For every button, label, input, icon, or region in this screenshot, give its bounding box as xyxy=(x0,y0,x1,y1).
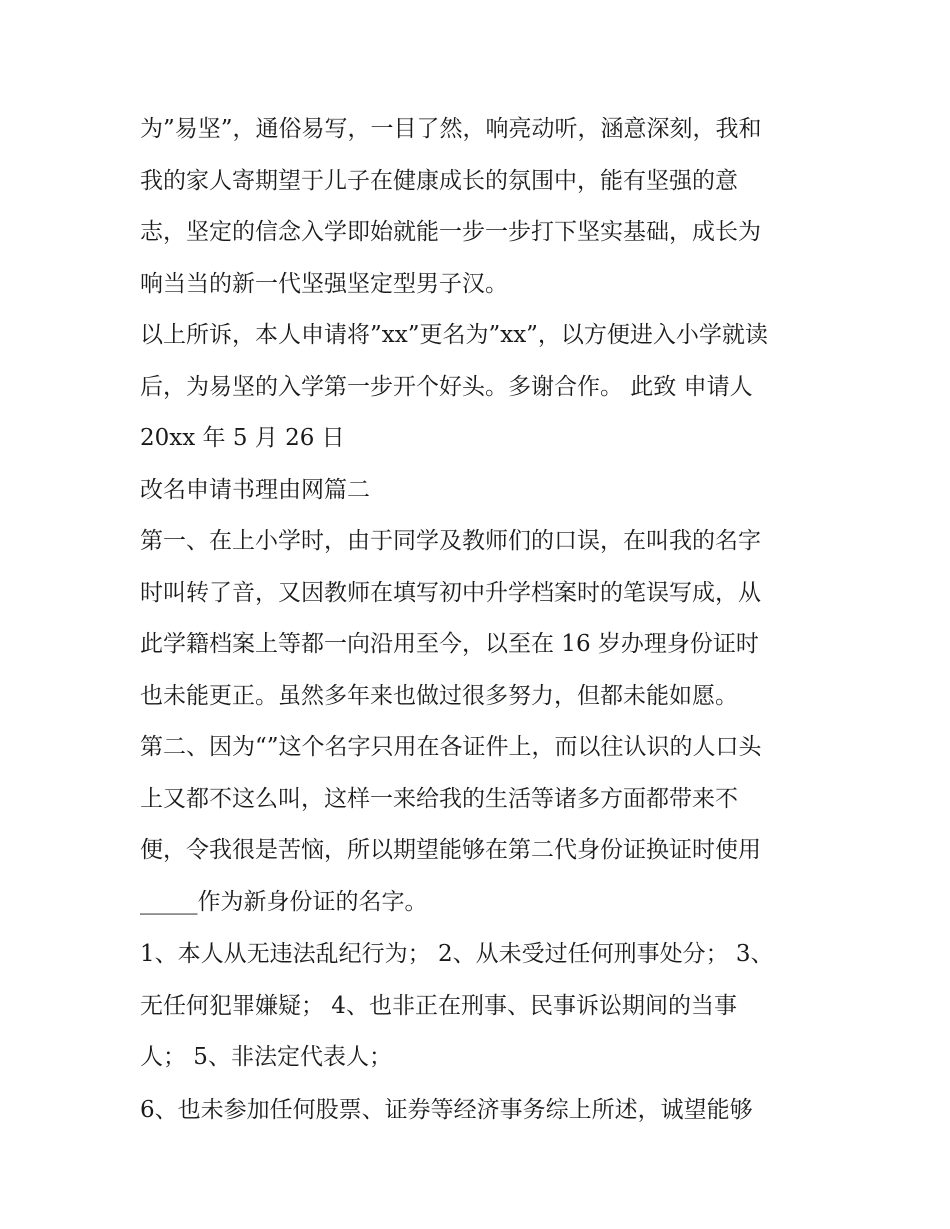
text-line: 此学籍档案上等都一向沿用至今，以至在 16 岁办理身份证时 xyxy=(140,631,759,657)
text-line: 为”易坚”，通俗易写，一目了然，响亮动听，涵意深刻，我和 xyxy=(140,116,762,142)
text-line: 也未能更正。虽然多年来也做过很多努力，但都未能如愿。 xyxy=(140,682,738,709)
section-heading: 改名申请书理由网篇二 xyxy=(140,476,370,503)
text-line: 我的家人寄期望于儿子在健康成长的氛围中，能有坚强的意 xyxy=(140,167,738,194)
text-line: 上又都不这么叫，这样一来给我的生活等诸多方面都带来不 xyxy=(140,785,738,812)
list-line: 人； 5、非法定代表人； xyxy=(140,1044,392,1070)
list-line: 1、本人从无违法乱纪行为； 2、从未受过任何刑事处分； 3、 xyxy=(140,941,774,967)
text-line: 第一、在上小学时，由于同学及教师们的口误，在叫我的名字 xyxy=(140,528,761,554)
text-line: 以上所诉，本人申请将”xx”更名为”xx”，以方便进入小学就读 xyxy=(140,322,768,348)
text-line: 响当当的新一代坚强坚定型男子汉。 xyxy=(140,270,508,297)
text-line: 第二、因为“”这个名字只用在各证件上，而以往认识的人口头 xyxy=(140,734,762,760)
text-line: 便，令我很是苦恼，所以期望能够在第二代身份证换证时使用 xyxy=(140,837,761,863)
document-body xyxy=(140,104,820,1136)
list-line: 无任何犯罪嫌疑； 4、也非正在刑事、民事诉讼期间的当事 xyxy=(140,992,737,1019)
text-line: 时叫转了音，又因教师在填写初中升学档案时的笔误写成，从 xyxy=(140,579,761,606)
list-line: 6、也未参加任何股票、证券等经济事务综上所述，诚望能够 xyxy=(140,1096,753,1123)
text-line: 志，坚定的信念入学即始就能一步一步打下坚实基础，成长为 xyxy=(140,219,761,245)
text-line: _____作为新身份证的名字。 xyxy=(140,888,428,915)
date-line: 20xx 年 5 月 26 日 xyxy=(140,425,345,451)
text-line: 后，为易坚的入学第一步开个好头。多谢合作。 此致 申请人 xyxy=(140,373,753,400)
